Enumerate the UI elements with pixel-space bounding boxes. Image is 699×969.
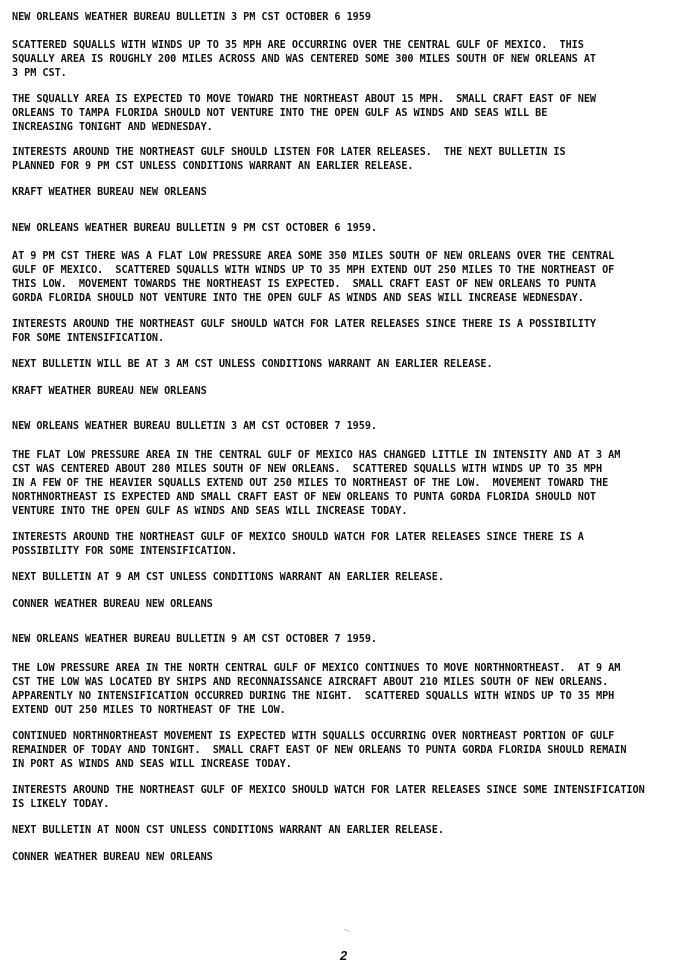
text-line: POSSIBILITY FOR SOME INTENSIFICATION. bbox=[12, 546, 238, 557]
text-line: IN A FEW OF THE HEAVIER SQUALLS EXTEND OUT 250 MILES TO NORTHEAST OF THE LOW. MOVEMENT TOWARD THE bbox=[12, 478, 609, 489]
text-line: SQUALLY AREA IS ROUGHLY 200 MILES ACROSS AND WAS CENTERED SOME 300 MILES SOUTH OF NEW ORLEANS AT bbox=[12, 54, 597, 65]
bulletin-signature: CONNER WEATHER BUREAU NEW ORLEANS bbox=[12, 599, 213, 610]
text-line: CST WAS CENTERED ABOUT 280 MILES SOUTH OF NEW ORLEANS. SCATTERED SQUALLS WITH WINDS UP TO 35 MPH bbox=[12, 464, 603, 475]
text-line: CST THE LOW WAS LOCATED BY SHIPS AND RECONNAISSANCE AIRCRAFT ABOUT 210 MILES SOUTH OF NEW ORLEANS. bbox=[12, 677, 609, 688]
text-line: IS LIKELY TODAY. bbox=[12, 799, 110, 810]
text-line: CONTINUED NORTHNORTHEAST MOVEMENT IS EXPECTED WITH SQUALLS OCCURRING OVER NORTHEAST PORTION OF GULF bbox=[12, 731, 615, 742]
text-line: GULF OF MEXICO. SCATTERED SQUALLS WITH WINDS UP TO 35 MPH EXTEND OUT 250 MILES TO THE NORTHEAST OF bbox=[12, 265, 615, 276]
text-line: INTERESTS AROUND THE NORTHEAST GULF OF MEXICO SHOULD WATCH FOR LATER RELEASES SINCE THERE IS A bbox=[12, 532, 584, 543]
text-line: APPARENTLY NO INTENSIFICATION OCCURRED DURING THE NIGHT. SCATTERED SQUALLS WITH WINDS UP TO 35 MPH bbox=[12, 691, 615, 702]
text-line: IN PORT AS WINDS AND SEAS WILL INCREASE TODAY. bbox=[12, 759, 292, 770]
text-line: VENTURE INTO THE OPEN GULF AS WINDS AND SEAS WILL INCREASE TODAY. bbox=[12, 506, 408, 517]
page-number: 2 bbox=[340, 948, 348, 963]
text-line: 3 PM CST. bbox=[12, 68, 67, 79]
paper-speck bbox=[344, 929, 350, 933]
text-line: THIS LOW. MOVEMENT TOWARDS THE NORTHEAST IS EXPECTED. SMALL CRAFT EAST OF NEW ORLEANS TO PUNTA bbox=[12, 279, 597, 290]
text-line: INTERESTS AROUND THE NORTHEAST GULF SHOULD LISTEN FOR LATER RELEASES. THE NEXT BULLETIN IS bbox=[12, 147, 566, 158]
text-line: INTERESTS AROUND THE NORTHEAST GULF SHOULD WATCH FOR LATER RELEASES SINCE THERE IS A POSSIBILITY bbox=[12, 319, 597, 330]
text-line: THE SQUALLY AREA IS EXPECTED TO MOVE TOWARD THE NORTHEAST ABOUT 15 MPH. SMALL CRAFT EAST OF NEW bbox=[12, 94, 597, 105]
text-line: THE LOW PRESSURE AREA IN THE NORTH CENTRAL GULF OF MEXICO CONTINUES TO MOVE NORTHNORTHEAST. AT 9 AM bbox=[12, 663, 621, 674]
bulletin-signature: KRAFT WEATHER BUREAU NEW ORLEANS bbox=[12, 187, 207, 198]
text-line: GORDA FLORIDA SHOULD NOT VENTURE INTO THE OPEN GULF AS WINDS AND SEAS WILL INCREASE WEDNESDAY. bbox=[12, 293, 584, 304]
text-line: NEXT BULLETIN AT 9 AM CST UNLESS CONDITIONS WARRANT AN EARLIER RELEASE. bbox=[12, 572, 444, 583]
text-line: NEXT BULLETIN AT NOON CST UNLESS CONDITIONS WARRANT AN EARLIER RELEASE. bbox=[12, 825, 444, 836]
bulletin-header: NEW ORLEANS WEATHER BUREAU BULLETIN 3 AM CST OCTOBER 7 1959. bbox=[12, 421, 378, 432]
text-line: REMAINDER OF TODAY AND TONIGHT. SMALL CRAFT EAST OF NEW ORLEANS TO PUNTA GORDA FLORIDA SHOULD REMAIN bbox=[12, 745, 627, 756]
text-line: INCREASING TONIGHT AND WEDNESDAY. bbox=[12, 122, 213, 133]
text-line: ORLEANS TO TAMPA FLORIDA SHOULD NOT VENTURE INTO THE OPEN GULF AS WINDS AND SEAS WILL BE bbox=[12, 108, 548, 119]
bulletin-signature: KRAFT WEATHER BUREAU NEW ORLEANS bbox=[12, 386, 207, 397]
text-line: EXTEND OUT 250 MILES TO NORTHEAST OF THE LOW. bbox=[12, 705, 286, 716]
bulletin-signature: CONNER WEATHER BUREAU NEW ORLEANS bbox=[12, 852, 213, 863]
bulletin-header: NEW ORLEANS WEATHER BUREAU BULLETIN 9 AM CST OCTOBER 7 1959. bbox=[12, 634, 378, 645]
text-line: SCATTERED SQUALLS WITH WINDS UP TO 35 MPH ARE OCCURRING OVER THE CENTRAL GULF OF MEXICO. THIS bbox=[12, 40, 584, 51]
text-line: NORTHNORTHEAST IS EXPECTED AND SMALL CRAFT EAST OF NEW ORLEANS TO PUNTA GORDA FLORIDA SHOULD NOT bbox=[12, 492, 597, 503]
text-line: FOR SOME INTENSIFICATION. bbox=[12, 333, 165, 344]
bulletin-header: NEW ORLEANS WEATHER BUREAU BULLETIN 9 PM CST OCTOBER 6 1959. bbox=[12, 223, 378, 234]
text-line: PLANNED FOR 9 PM CST UNLESS CONDITIONS WARRANT AN EARLIER RELEASE. bbox=[12, 161, 414, 172]
text-line: NEXT BULLETIN WILL BE AT 3 AM CST UNLESS CONDITIONS WARRANT AN EARLIER RELEASE. bbox=[12, 359, 493, 370]
text-line: INTERESTS AROUND THE NORTHEAST GULF OF MEXICO SHOULD WATCH FOR LATER RELEASES SINCE SOME INTENSIFICATION bbox=[12, 785, 645, 796]
bulletin-header: NEW ORLEANS WEATHER BUREAU BULLETIN 3 PM CST OCTOBER 6 1959 bbox=[12, 12, 371, 23]
text-line: THE FLAT LOW PRESSURE AREA IN THE CENTRAL GULF OF MEXICO HAS CHANGED LITTLE IN INTENSITY AND AT 3 AM bbox=[12, 450, 621, 461]
text-line: AT 9 PM CST THERE WAS A FLAT LOW PRESSURE AREA SOME 350 MILES SOUTH OF NEW ORLEANS OVER THE CENTRAL bbox=[12, 251, 615, 262]
